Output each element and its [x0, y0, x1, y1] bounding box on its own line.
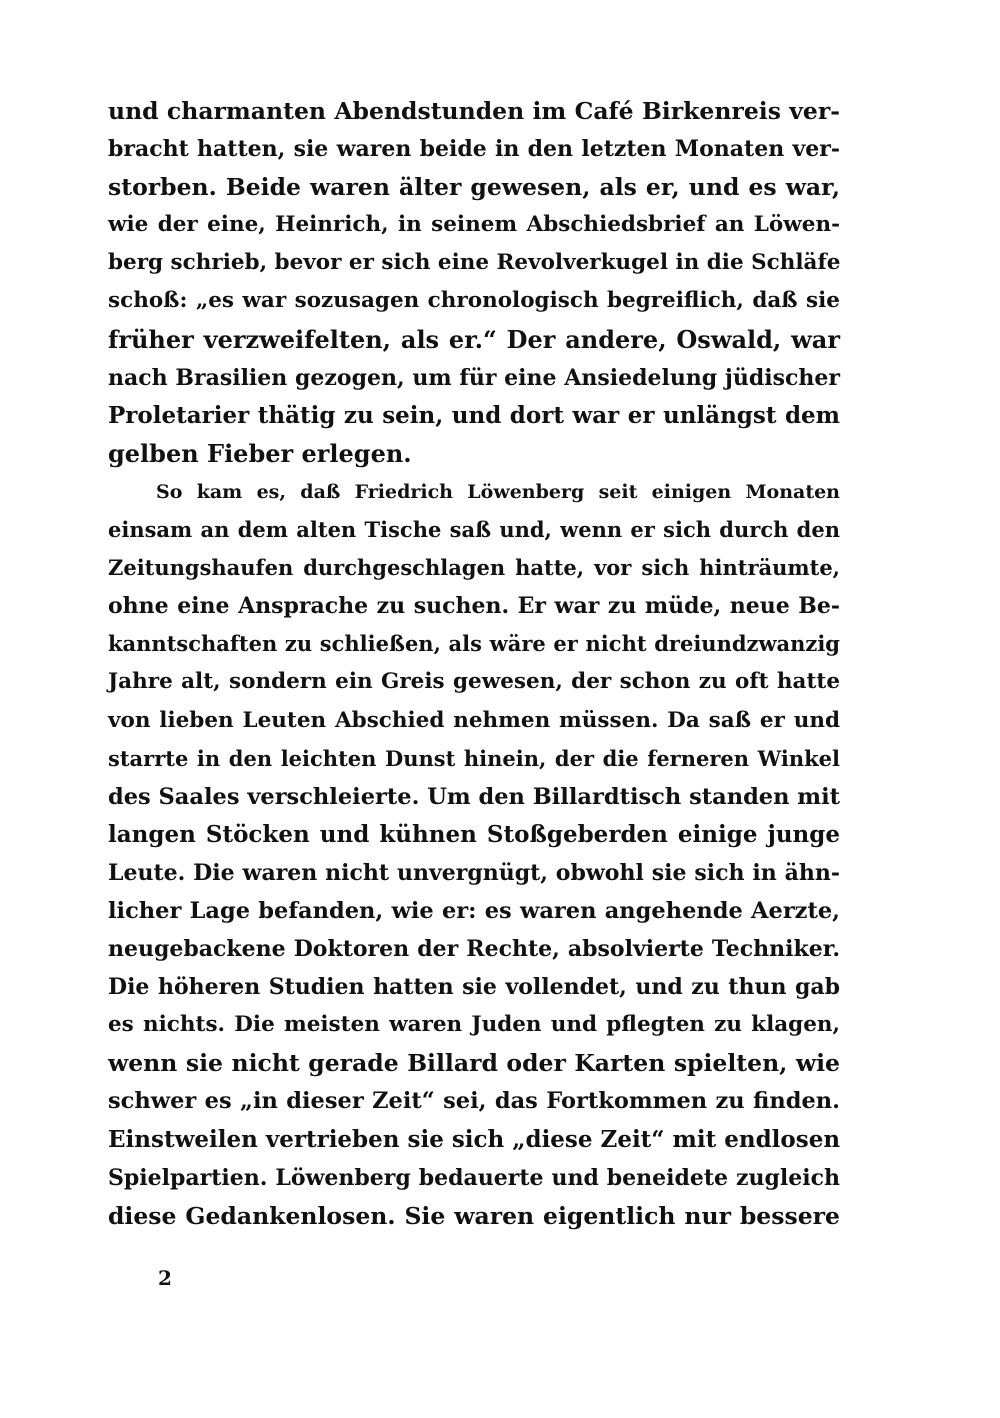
body-text	[108, 92, 840, 1235]
text-line: Proletarier thätig zu sein, und dort war er unlängst dem	[108, 401, 840, 429]
text-line: schwer es „in dieser Zeit“ sei, das Fortkommen zu finden.	[108, 1088, 840, 1115]
text-line: storben. Beide waren älter gewesen, als er, und es war,	[108, 173, 840, 202]
text-line: Jahre alt, sondern ein Greis gewesen, der schon zu oft hatte	[108, 669, 840, 695]
text-line: diese Gedankenlosen. Sie waren eigentlich nur bessere	[108, 1201, 840, 1230]
paragraph-1	[108, 92, 840, 473]
text-line: neugebackene Doktoren der Rechte, absolvierte Techniker.	[108, 936, 840, 963]
text-line: bracht hatten, sie waren beide in den letzten Monaten ver-	[108, 136, 840, 163]
text-line: gelben Fieber erlegen.	[108, 438, 412, 468]
text-line: Zeitungshaufen durchgeschlagen hatte, vor sich hinträumte,	[108, 555, 840, 581]
text-line: Einstweilen vertrieben sie sich „diese Zeit“ mit endlosen	[108, 1125, 841, 1153]
text-line: es nichts. Die meisten waren Juden und pflegten zu klagen,	[108, 1012, 840, 1038]
text-line: Spielpartien. Löwenberg bedauerte und beneidete zugleich	[108, 1164, 840, 1191]
page-number: 2	[158, 1266, 172, 1290]
text-line: So kam es, daß Friedrich Löwenberg seit einigen Monaten	[156, 480, 840, 503]
text-line: früher verzweifelten, als er.“ Der andere, Oswald, war	[108, 324, 840, 354]
text-line: schoß: „es war sozusagen chronologisch begreiflich, daß sie	[108, 288, 840, 314]
text-line: wenn sie nicht gerade Billard oder Karten spielten, wie	[108, 1049, 840, 1078]
text-line: Die höheren Studien hatten sie vollendet, und zu thun gab	[108, 974, 840, 1001]
text-line: des Saales verschleierte. Um den Billardtisch standen mit	[108, 783, 841, 810]
text-line: langen Stöcken und kühnen Stoßgeberden einige junge	[108, 820, 840, 848]
text-line: kanntschaften zu schließen, als wäre er nicht dreiundzwanzig	[108, 631, 840, 657]
text-line: berg schrieb, bevor er sich eine Revolverkugel in die Schläfe	[108, 250, 841, 276]
text-line: licher Lage befanden, wie er: es waren angehende Aerzte,	[108, 897, 840, 924]
text-line: Leute. Die waren nicht unvergnügt, obwohl sie sich in ähn-	[108, 859, 840, 886]
text-line: nach Brasilien gezogen, um für eine Ansiedelung jüdischer	[108, 364, 840, 391]
text-line: starrte in den leichten Dunst hinein, der die ferneren Winkel	[108, 745, 840, 771]
paragraph-2	[108, 473, 840, 1235]
text-line: ohne eine Ansprache zu suchen. Er war zu müde, neue Be-	[108, 593, 840, 620]
text-line: von lieben Leuten Abschied nehmen müssen. Da saß er und	[108, 707, 840, 733]
text-line: und charmanten Abendstunden im Café Birkenreis ver-	[108, 97, 840, 125]
text-line: wie der eine, Heinrich, in seinem Abschiedsbrief an Löwen-	[108, 212, 840, 238]
text-line: einsam an dem alten Tische saß und, wenn er sich durch den	[108, 517, 840, 543]
